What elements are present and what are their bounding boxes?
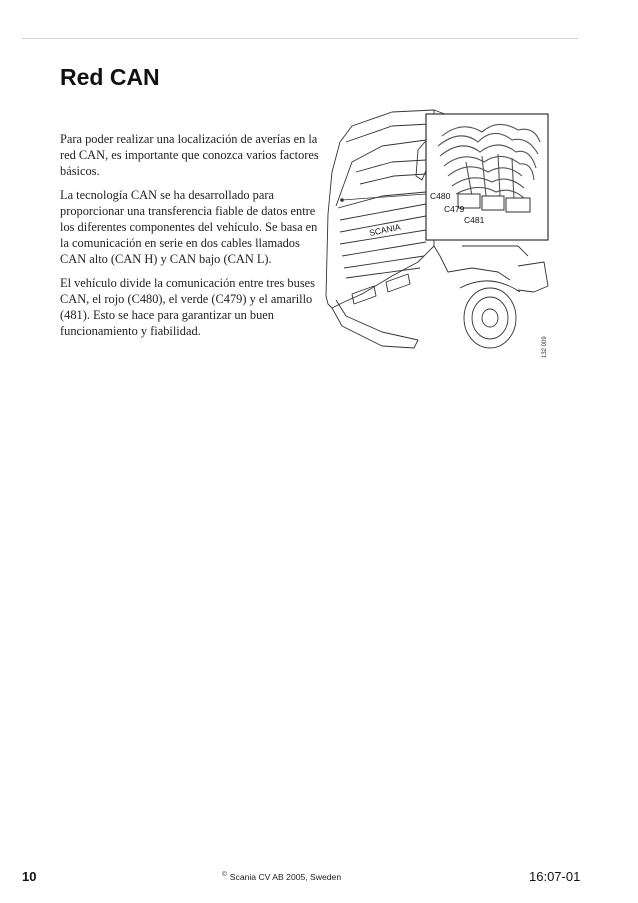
truck-can-illustration xyxy=(322,96,554,368)
copyright-text: Scania CV AB 2005, Sweden xyxy=(229,871,342,882)
paragraph-buses: El vehículo divide la comunicación entre tres buses CAN, el rojo (C480), el verde (C479) y el amarillo (481). Esto se hace para garantizar un buen funcionamiento y fiabilidad. xyxy=(60,276,315,338)
connector-inset xyxy=(426,114,548,240)
copyright-symbol: © xyxy=(222,871,227,878)
label-c481: C481 xyxy=(464,215,485,225)
brand-logo: SCANIA xyxy=(368,221,402,238)
page-number: 10 xyxy=(22,869,37,884)
label-c480: C480 xyxy=(430,191,451,201)
figure-code: 132 009 xyxy=(542,336,548,358)
label-c479: C479 xyxy=(444,204,465,214)
paragraph-technology: La tecnología CAN se ha desarrollado para proporcionar una transferencia fiable de datos entre los diferentes componentes del vehículo. Se basa en la comunicación en serie en dos cables llamados CAN alto (CAN H) y CAN bajo (CAN L). xyxy=(60,188,318,266)
footer-copyright xyxy=(222,871,341,882)
header-rule xyxy=(22,38,578,39)
page-title: Red CAN xyxy=(60,64,160,90)
document-code: 16:07-01 xyxy=(529,869,581,884)
body-text xyxy=(60,132,322,349)
paragraph-intro: Para poder realizar una localización de averías en la red CAN, es importante que conozca varios factores básicos. xyxy=(60,132,319,178)
